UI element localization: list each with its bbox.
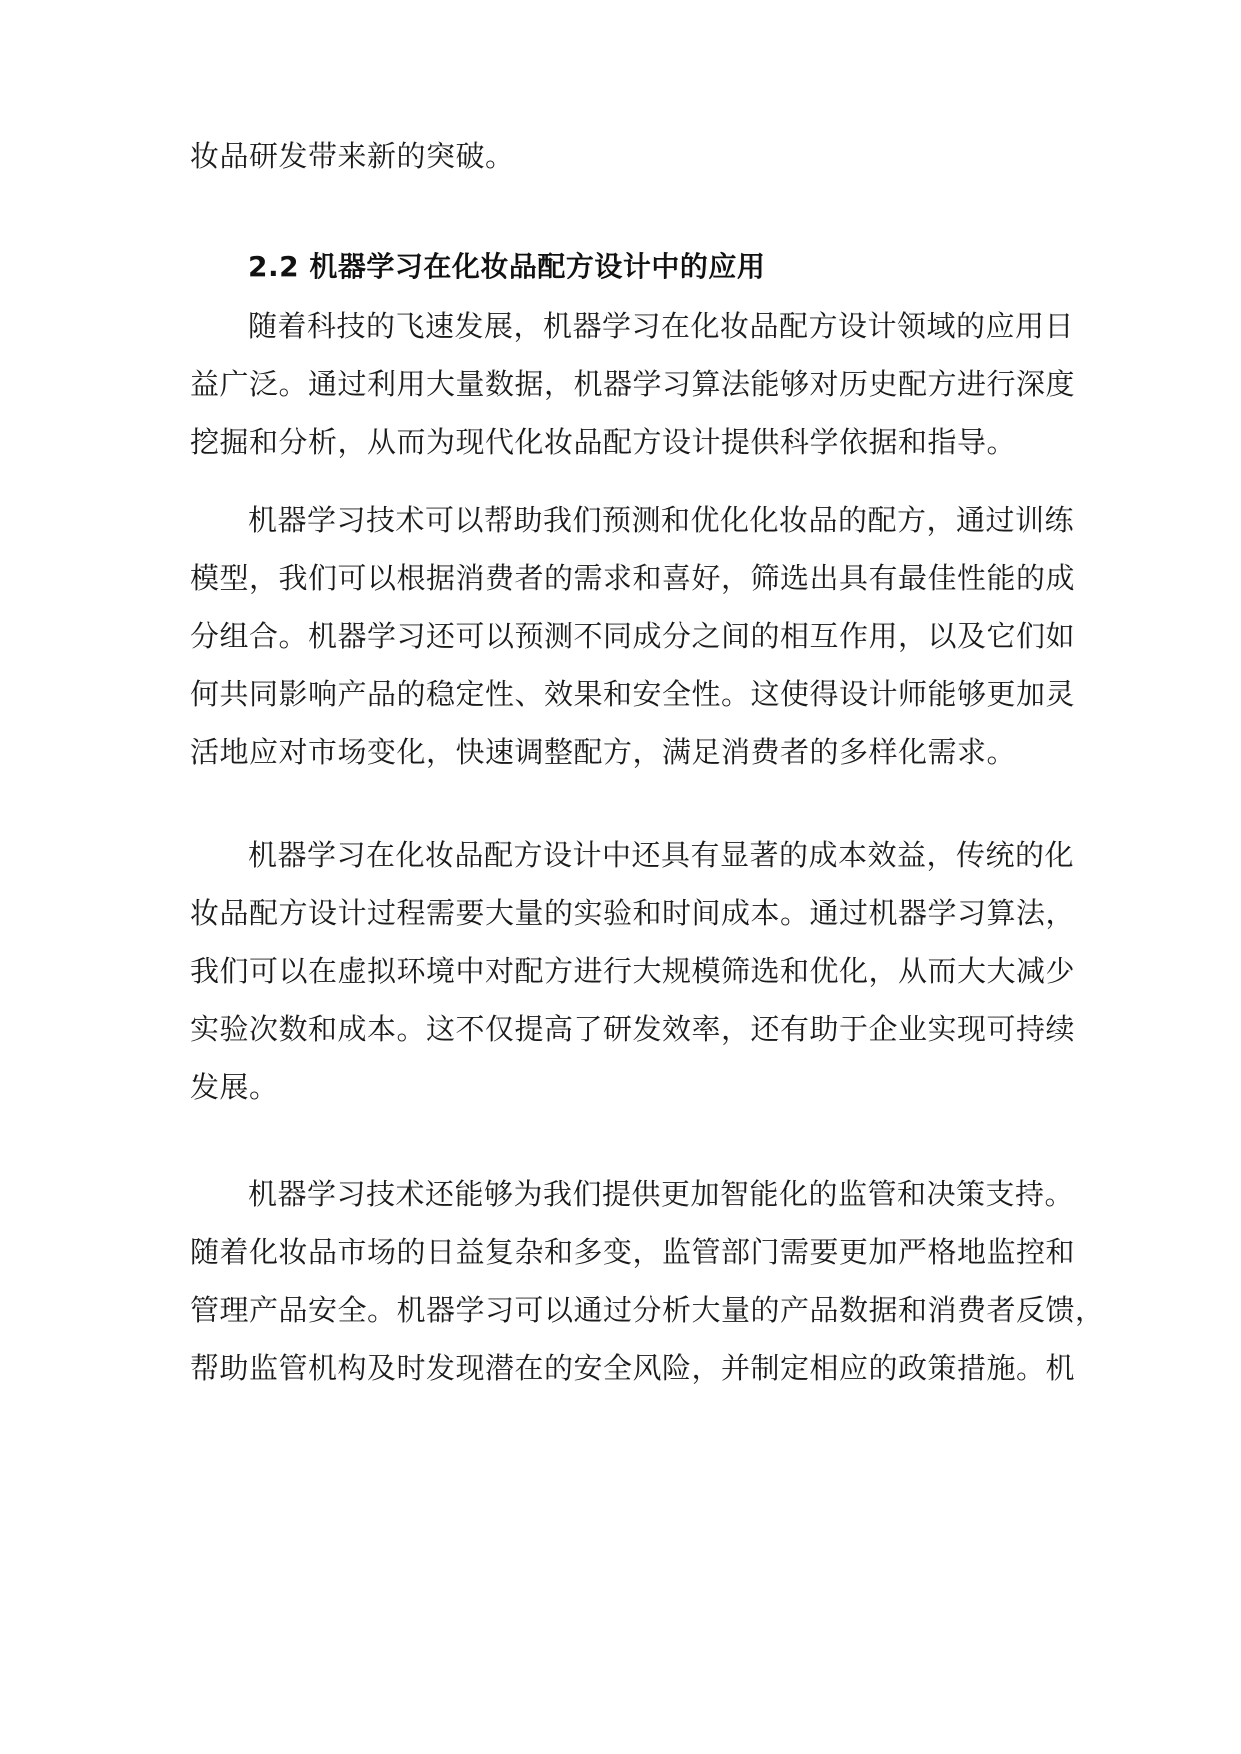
text-line: 机器学习技术可以帮助我们预测和优化化妆品的配方，通过训练 [248,503,1075,537]
text-line: 发展。 [190,1070,279,1104]
text-line: 随着科技的飞速发展，机器学习在化妆品配方设计领域的应用日 [248,309,1075,343]
text-line: 实验次数和成本。这不仅提高了研发效率，还有助于企业实现可持续 [190,1012,1076,1046]
text-line: 我们可以在虚拟环境中对配方进行大规模筛选和优化，从而大大减少 [190,954,1076,988]
top-fragment [190,127,1046,185]
text-line: 机器学习技术还能够为我们提供更加智能化的监管和决策支持。 [248,1177,1075,1211]
text-line: 帮助监管机构及时发现潜在的安全风险，并制定相应的政策措施。机 [190,1351,1076,1385]
text-line: 活地应对市场变化，快速调整配方，满足消费者的多样化需求。 [190,735,1017,769]
text-line: 妆品配方设计过程需要大量的实验和时间成本。通过机器学习算法， [190,896,1076,930]
paragraph-1 [190,297,1076,471]
text-line: 何共同影响产品的稳定性、效果和安全性。这使得设计师能够更加灵 [190,677,1076,711]
text-line: 随着化妆品市场的日益复杂和多变，监管部门需要更加严格地监控和 [190,1235,1076,1269]
paragraph-2 [190,491,1076,781]
text-line: 益广泛。通过利用大量数据，机器学习算法能够对历史配方进行深度 [190,367,1076,401]
text-line: 机器学习在化妆品配方设计中还具有显著的成本效益，传统的化 [248,838,1075,872]
paragraph-4 [190,1165,1105,1397]
paragraph-3 [190,826,1076,1116]
text-line: 挖掘和分析，从而为现代化妆品配方设计提供科学依据和指导。 [190,425,1017,459]
text-line: 分组合。机器学习还可以预测不同成分之间的相互作用，以及它们如 [190,619,1076,653]
text-line: 模型，我们可以根据消费者的需求和喜好，筛选出具有最佳性能的成 [190,561,1076,595]
text-line: 管理产品安全。机器学习可以通过分析大量的产品数据和消费者反馈， [190,1293,1105,1327]
section-heading: 2.2 机器学习在化妆品配方设计中的应用 [248,250,766,283]
text-line: 妆品研发带来新的突破。 [190,139,515,173]
